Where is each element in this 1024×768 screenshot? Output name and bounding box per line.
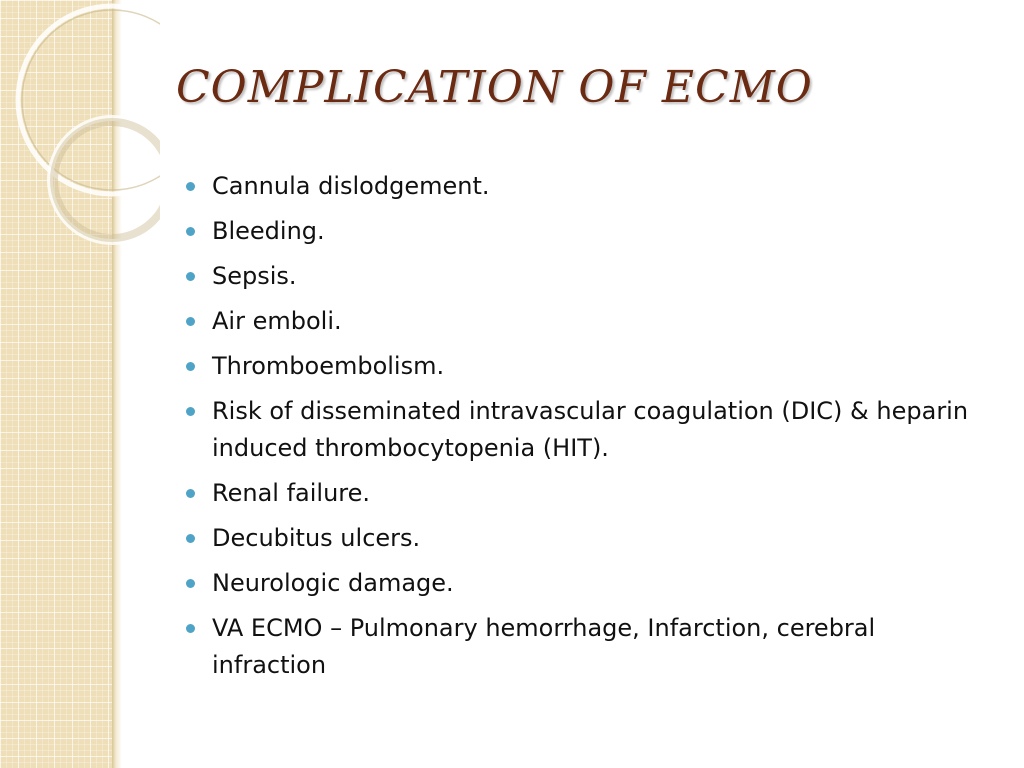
list-item — [186, 303, 996, 340]
list-item — [186, 393, 996, 467]
ring-decoration-icon — [0, 0, 160, 300]
list-item-text: Thromboembolism. — [212, 352, 445, 380]
bullet-dot-icon — [186, 362, 195, 371]
list-item — [186, 348, 996, 385]
list-item-text: Air emboli. — [212, 307, 342, 335]
bullet-dot-icon — [186, 227, 195, 236]
list-item-text: VA ECMO – Pulmonary hemorrhage, Infarction, cerebral infraction — [212, 614, 876, 679]
list-item-text: Neurologic damage. — [212, 569, 454, 597]
list-item — [186, 168, 996, 205]
list-item — [186, 258, 996, 295]
list-item-text: Decubitus ulcers. — [212, 524, 421, 552]
list-item — [186, 213, 996, 250]
bullet-dot-icon — [186, 579, 195, 588]
bullet-dot-icon — [186, 182, 195, 191]
list-item — [186, 565, 996, 602]
bullet-dot-icon — [186, 272, 195, 281]
list-item — [186, 475, 996, 512]
bullet-dot-icon — [186, 317, 195, 326]
list-item-text: Bleeding. — [212, 217, 325, 245]
bullet-dot-icon — [186, 489, 195, 498]
list-item-text: Cannula dislodgement. — [212, 172, 490, 200]
bullet-dot-icon — [186, 624, 195, 633]
list-item-text: Risk of disseminated intravascular coagulation (DIC) & heparin induced thrombocytopenia (HIT). — [212, 397, 969, 462]
bullet-dot-icon — [186, 407, 195, 416]
list-item-text: Renal failure. — [212, 479, 371, 507]
bullet-list — [186, 168, 996, 692]
list-item — [186, 610, 996, 684]
list-item — [186, 520, 996, 557]
slide-title: COMPLICATION OF ECMO — [176, 62, 813, 113]
list-item-text: Sepsis. — [212, 262, 297, 290]
bullet-dot-icon — [186, 534, 195, 543]
